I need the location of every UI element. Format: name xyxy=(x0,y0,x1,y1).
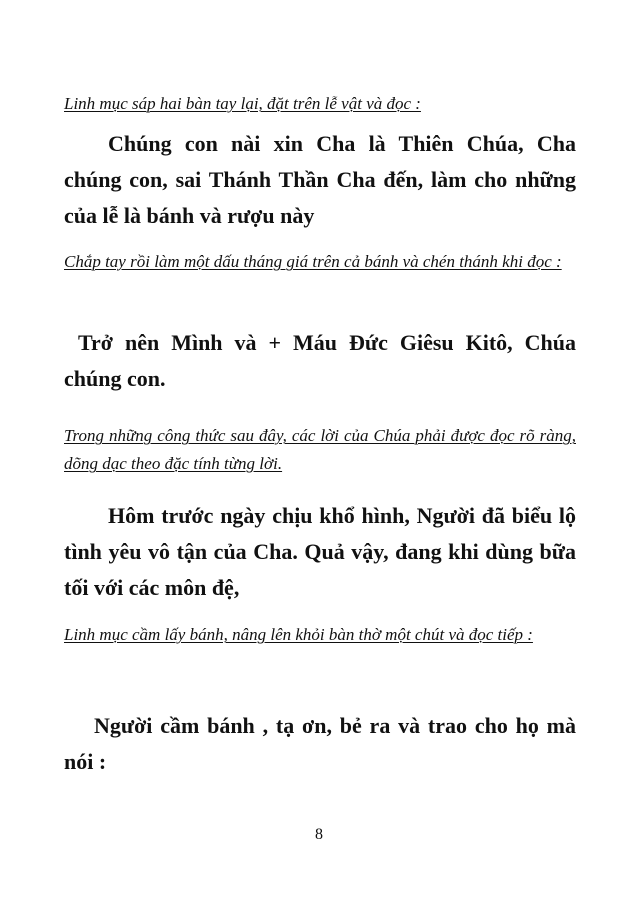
prayer-institution-narrative: Hôm trước ngày chịu khổ hình, Người đã biểu lộ tình yêu vô tận của Cha. Quả vậy, đang khi dùng bữa tối với các môn đệ, xyxy=(64,503,576,600)
page-number: 8 xyxy=(315,826,323,843)
rubric-instruction-3: Trong những công thức sau đây, các lời của Chúa phải được đọc rõ ràng, dõng dạc theo đặc tính từng lời. xyxy=(64,426,576,473)
prayer-epiclesis: Chúng con nài xin Cha là Thiên Chúa, Cha chúng con, sai Thánh Thần Cha đến, làm cho những của lễ là bánh và rượu này xyxy=(64,131,576,228)
prayer-took-bread: Người cầm bánh , tạ ơn, bẻ ra và trao cho họ mà nói : xyxy=(64,713,576,774)
rubric-instruction-2: Chắp tay rồi làm một dấu tháng giá trên cả bánh và chén thánh khi đọc : xyxy=(64,252,562,271)
rubric-instruction-1: Linh mục sáp hai bàn tay lại, đặt trên lễ vật và đọc : xyxy=(64,94,421,113)
prayer-body-blood: Trở nên Mình và + Máu Đức Giêsu Kitô, Chúa chúng con. xyxy=(64,330,576,391)
rubric-instruction-4: Linh mục cầm lấy bánh, nâng lên khỏi bàn thờ một chút và đọc tiếp : xyxy=(64,625,533,644)
